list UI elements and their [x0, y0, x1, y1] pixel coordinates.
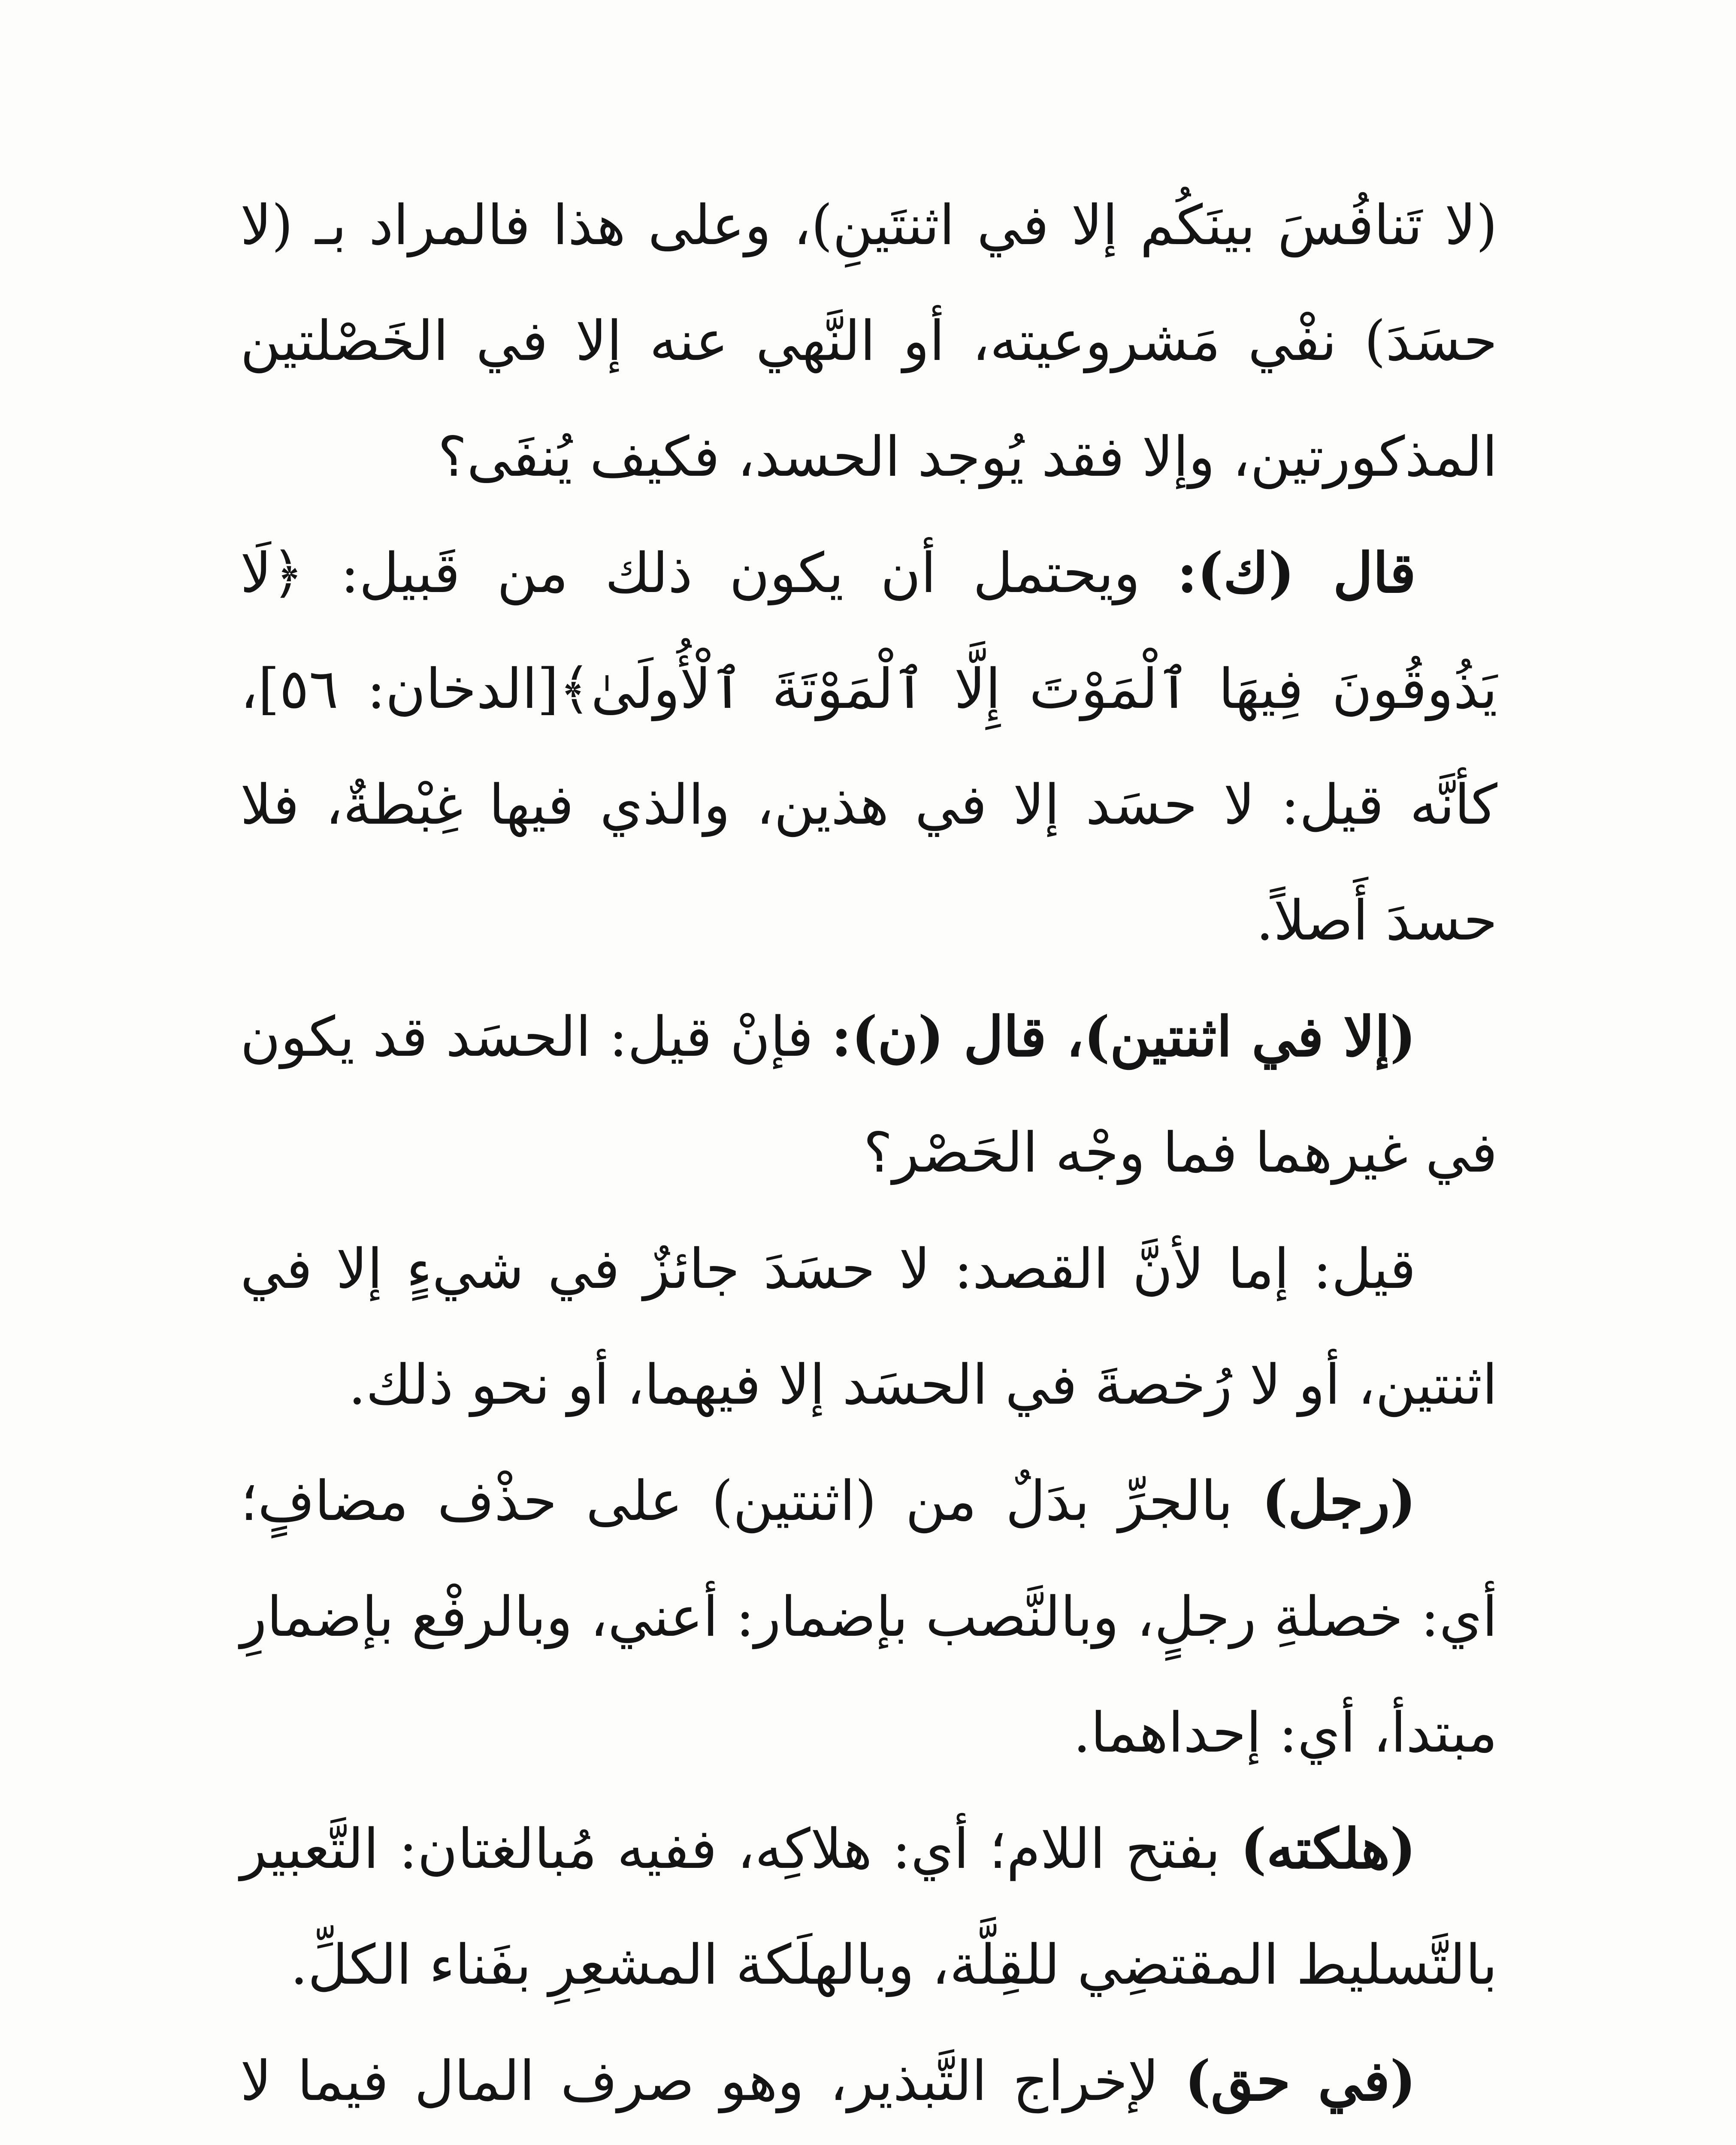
body-text — [240, 167, 1497, 2145]
paragraph-6-lead: (هلكته) — [1240, 1817, 1416, 1881]
paragraph-2-text: ويحتمل أن يكون ذلك من قَبيل: ﴿لَا يَذُوقُونَ فِيهَا ٱلْمَوْتَ إِلَّا ٱلْمَوْتَةَ ٱلْأُولَىٰ﴾[الدخان: ٥٦]، كأنَّه قيل: لا حسَد إلا في هذين، والذي فيها غِبْطةٌ، فلا حسدَ أَصلاً. — [240, 541, 1497, 953]
paragraph-7-lead: (في حق) — [1185, 2049, 1416, 2113]
paragraph-1-text: (لا تَنافُسَ بينَكُم إلا في اثنتَينِ)، وعلى هذا فالمراد بـ (لا حسَدَ) نفْي مَشروعيته، أو النَّهي عنه إلا في الخَصْلتين المذكورتين، وإلا فقد يُوجد الحسد، فكيف يُنفَى؟ — [240, 193, 1497, 489]
paragraph-4 — [240, 1211, 1497, 1443]
paragraph-3-lead: (إلا في اثنتين)، قال (ن): — [831, 1005, 1416, 1069]
paragraph-7 — [240, 2023, 1497, 2145]
paragraph-2-lead: قال (ك): — [1177, 541, 1416, 605]
paragraph-2 — [240, 515, 1497, 979]
paragraph-7-text: لإخراج التَّبذير، وهو صرف المال فيما لا — [240, 2049, 1159, 2113]
paragraph-5-text: بالجرِّ بدَلٌ من (اثنتين) على حذْف مضافٍ؛ أي: خصلةِ رجلٍ، وبالنَّصب بإضمار: أعني، وبالرفْع بإضمارِ مبتدأ، أي: إحداهما. — [240, 1469, 1497, 1765]
paragraph-6-text: بفتح اللام؛ أي: هلاكِه، ففيه مُبالغتان: التَّعبير بالتَّسليط المقتضِي للقِلَّة، وبالهلَكة المشعِرِ بفَناء الكلِّ. — [240, 1817, 1497, 1997]
paragraph-4-text: قيل: إما لأنَّ القصد: لا حسَدَ جائزٌ في شيءٍ إلا في اثنتين، أو لا رُخصةَ في الحسَد إلا فيهما، أو نحو ذلك. — [240, 1237, 1497, 1417]
paragraph-5 — [240, 1443, 1497, 1791]
paragraph-3-text: فإنْ قيل: الحسَد قد يكون في غيرهما فما وجْه الحَصْر؟ — [240, 1005, 1497, 1185]
paragraph-1 — [240, 167, 1497, 515]
paragraph-5-lead: (رجل) — [1262, 1469, 1416, 1533]
paragraph-6 — [240, 1791, 1497, 2023]
paragraph-3 — [240, 979, 1497, 1211]
